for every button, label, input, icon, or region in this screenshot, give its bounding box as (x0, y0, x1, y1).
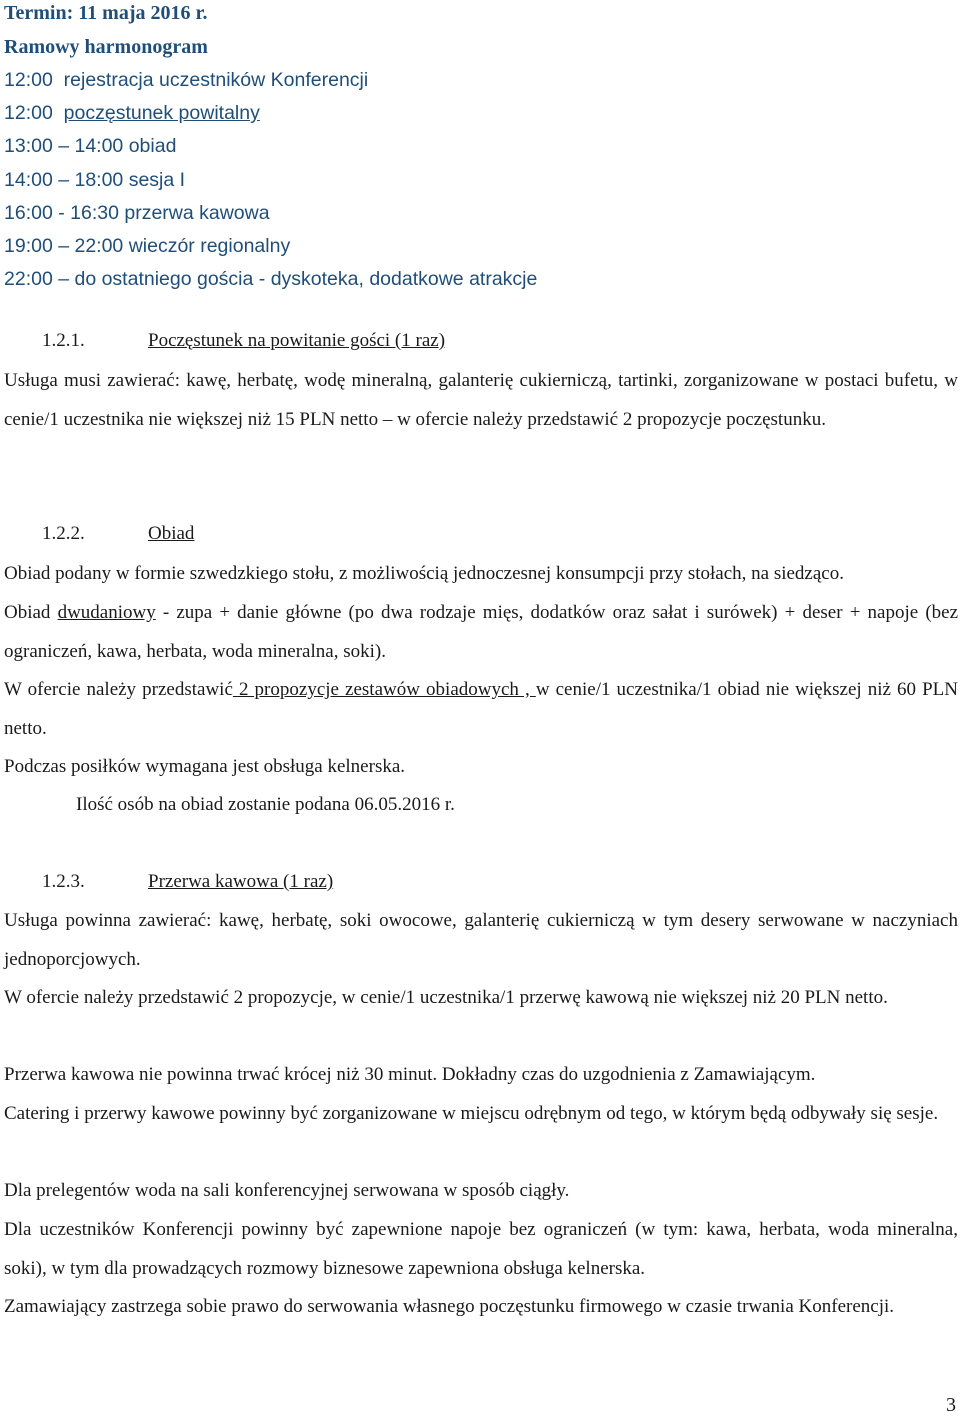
section-paragraph: Usługa musi zawierać: kawę, herbatę, wodę mineralną, galanterię cukierniczą, tartinki, zorganizowane w postaci bufetu, w cenie/1 uczestnika nie większej niż 15 PLN netto – w ofercie należy przedstawić 2 propozycje poczęstunku. (4, 370, 958, 430)
section-paragraph: Dla uczestników Konferencji powinny być zapewnione napoje bez ograniczeń (w tym: kawa, herbata, woda mineralna, soki), w tym dla prowadzących rozmowy biznesowe zapewniona obsługa kelnerska. (4, 1219, 958, 1279)
section-paragraph: Przerwa kawowa nie powinna trwać krócej niż 30 minut. Dokładny czas do uzgodnienia z Zamawiającym. (4, 1064, 816, 1085)
obiad-paragraph-4: Podczas posiłków wymagana jest obsługa kelnerska. (4, 756, 406, 777)
term-date: Termin: 11 maja 2016 r. (4, 2, 208, 24)
schedule-item: 12:00 poczęstunek powitalny (4, 102, 260, 125)
schedule-list (4, 64, 537, 296)
schedule-title: Ramowy harmonogram (4, 36, 208, 58)
obiad-paragraph-2: Obiad dwudaniowy - zupa + danie główne (po dwa rodzaje mięs, dodatków oraz sałat i surówek) + deser + napoje (bez ograniczeń, kawa, herbata, woda mineralna, soki). (4, 602, 959, 662)
section-paragraph: Catering i przerwy kawowe powinny być zorganizowane w miejscu odrębnym od tego, w którym będą odbywały się sesje. (4, 1103, 939, 1124)
page-number: 3 (946, 1394, 956, 1416)
schedule-item: 12:00 rejestracja uczestników Konferencji (4, 69, 369, 91)
section-heading: 1.2.3. Przerwa kawowa (1 raz) (42, 871, 334, 892)
schedule-item: 13:00 – 14:00 obiad (4, 135, 177, 158)
schedule-item: 19:00 – 22:00 wieczór regionalny (4, 235, 291, 258)
schedule-item: 16:00 - 16:30 przerwa kawowa (4, 201, 270, 224)
section-heading: 1.2.1. Poczęstunek na powitanie gości (1 raz) (42, 330, 446, 351)
obiad-paragraph-5: Ilość osób na obiad zostanie podana 06.05.2016 r. (76, 794, 455, 815)
section-paragraph: Zamawiający zastrzega sobie prawo do serwowania własnego poczęstunku firmowego w czasie trwania Konferencji. (4, 1296, 895, 1317)
obiad-paragraph-3: W ofercie należy przedstawić 2 propozycje zestawów obiadowych , w cenie/1 uczestnika/1 obiad nie większej niż 60 PLN netto. (4, 679, 959, 739)
section-paragraph: Usługa powinna zawierać: kawę, herbatę, soki owocowe, galanterię cukierniczą w tym desery serwowane w naczyniach jednoporcjowych. (4, 910, 958, 970)
schedule-item: 14:00 – 18:00 sesja I (4, 168, 186, 191)
schedule-item: 22:00 – do ostatniego gościa - dyskoteka, dodatkowe atrakcje (4, 268, 538, 291)
section-paragraph: Dla prelegentów woda na sali konferencyjnej serwowana w sposób ciągły. (4, 1180, 570, 1201)
section-paragraph: W ofercie należy przedstawić 2 propozycje, w cenie/1 uczestnika/1 przerwę kawową nie większej niż 20 PLN netto. (4, 987, 888, 1008)
section-heading: 1.2.2. Obiad (42, 523, 195, 544)
obiad-paragraph-1: Obiad podany w formie szwedzkiego stołu, z możliwością jednoczesnej konsumpcji przy stołach, na siedząco. (4, 563, 844, 584)
